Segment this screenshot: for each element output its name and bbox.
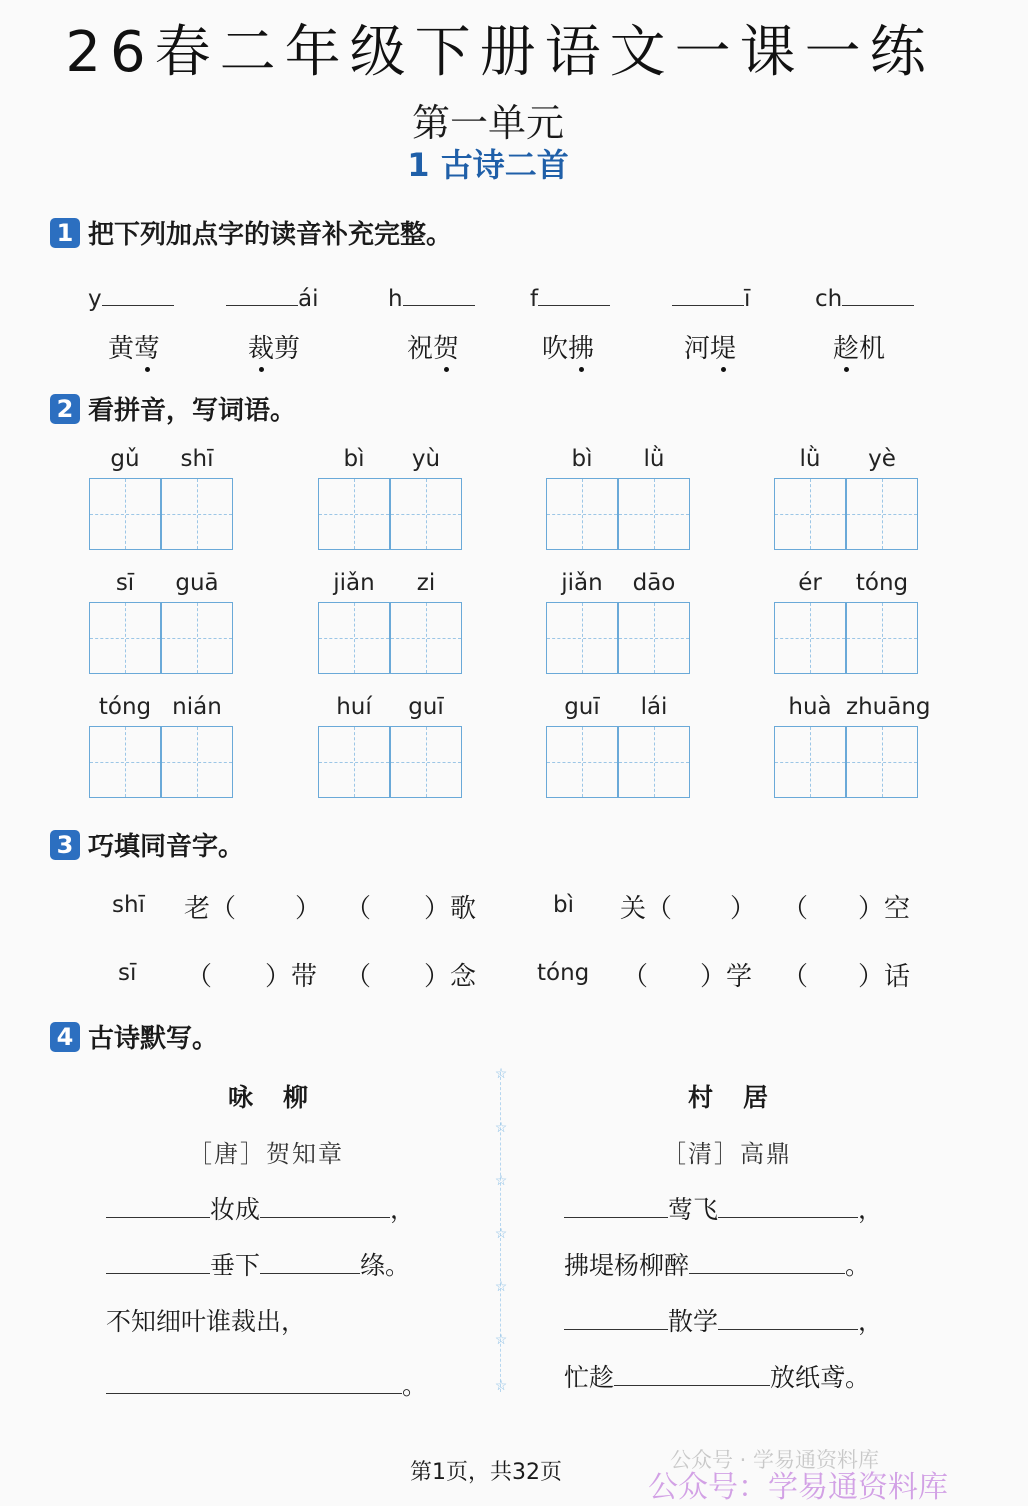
homophone-blank-close: ）念 xyxy=(424,962,477,992)
word-chenji: 趁机 xyxy=(833,334,886,364)
writing-cell[interactable] xyxy=(774,602,846,674)
poem-2-line-2[interactable]: 拂堤杨柳醉 。 xyxy=(564,1251,871,1280)
writing-cell[interactable] xyxy=(89,478,161,550)
star-icon: ☆ xyxy=(494,1332,508,1348)
grid-pinyin-label: ér xyxy=(798,570,822,596)
grid-pinyin-label: guā xyxy=(175,570,219,596)
question-number-badge: 2 xyxy=(50,394,80,424)
homophone-blank[interactable]: （ xyxy=(186,962,213,992)
homophone-blank[interactable]: （ xyxy=(782,894,809,924)
question-number-badge: 4 xyxy=(50,1022,80,1052)
tian-zi-ge-box[interactable] xyxy=(546,726,690,798)
homophone-blank[interactable]: 老（ xyxy=(184,894,237,924)
poem-2-author: ［清］高鼎 xyxy=(662,1140,792,1168)
poem-2-line-3[interactable]: 散学 ， xyxy=(564,1302,883,1338)
homophone-blank[interactable]: （ xyxy=(345,894,372,924)
page-title: 26春二年级下册语文一课一练 xyxy=(65,20,935,85)
writing-cell[interactable] xyxy=(390,602,462,674)
star-icon: ☆ xyxy=(494,1279,508,1295)
watermark-purple: 公众号：学易通资料库 xyxy=(648,1470,948,1505)
question-1-instruction: 把下列加点字的读音补充完整。 xyxy=(88,220,453,250)
grid-pinyin-label: zi xyxy=(416,570,436,596)
writing-cell[interactable] xyxy=(89,602,161,674)
star-icon: ☆ xyxy=(494,1120,508,1136)
grid-pinyin-label: nián xyxy=(172,694,222,720)
writing-cell[interactable] xyxy=(774,726,846,798)
grid-pinyin-label: tóng xyxy=(98,694,152,720)
homophone-blank-close: ）空 xyxy=(858,894,911,924)
question-4-instruction: 古诗默写。 xyxy=(88,1024,219,1054)
writing-cell[interactable] xyxy=(161,602,233,674)
writing-cell[interactable] xyxy=(618,478,690,550)
writing-cell[interactable] xyxy=(161,478,233,550)
homophone-pinyin-bi: bì xyxy=(553,892,574,918)
grid-pinyin-label: bì xyxy=(571,446,593,472)
poem-1-line-3: 不知细叶谁裁出， xyxy=(106,1307,307,1336)
question-2-heading xyxy=(50,390,296,427)
tian-zi-ge-box[interactable] xyxy=(318,602,462,674)
grid-pinyin-label: guī xyxy=(564,694,600,720)
grid-pinyin-label: shī xyxy=(180,446,214,472)
word-huangying: 黄莺 xyxy=(108,334,161,364)
homophone-blank[interactable]: （ xyxy=(622,962,649,992)
poem-1-title: 咏柳 xyxy=(228,1083,339,1112)
pinyin-blank-4[interactable]: f xyxy=(530,283,610,312)
poem-1-line-2[interactable]: 垂下 绦。 xyxy=(106,1246,410,1282)
question-number-badge: 1 xyxy=(50,218,80,248)
grid-pinyin-label: yè xyxy=(868,446,896,472)
homophone-blank[interactable]: （ xyxy=(782,962,809,992)
question-4-heading xyxy=(50,1018,218,1055)
poem-1-line-4[interactable]: 。 xyxy=(106,1366,427,1402)
writing-cell[interactable] xyxy=(846,602,918,674)
pinyin-blank-5[interactable]: ī xyxy=(672,283,750,312)
homophone-blank-close: ）学 xyxy=(700,962,753,992)
question-1-heading xyxy=(50,214,452,251)
homophone-pinyin-shi: shī xyxy=(112,892,145,918)
tian-zi-ge-box[interactable] xyxy=(774,602,918,674)
tian-zi-ge-box[interactable] xyxy=(774,726,918,798)
grid-pinyin-label: huí xyxy=(336,694,372,720)
grid-pinyin-label: zhuāng xyxy=(846,694,931,720)
grid-pinyin-label: lǜ xyxy=(799,446,821,472)
watermark-gray: 公众号 · 学易通资料库 xyxy=(670,1448,880,1472)
star-icon: ☆ xyxy=(494,1173,508,1189)
grid-pinyin-label: guī xyxy=(408,694,444,720)
homophone-blank-close: ） xyxy=(730,894,757,924)
writing-cell[interactable] xyxy=(546,726,618,798)
writing-cell[interactable] xyxy=(390,726,462,798)
grid-pinyin-label: yù xyxy=(411,446,441,472)
poem-2-line-4[interactable]: 忙趁 放纸鸢。 xyxy=(564,1363,871,1392)
tian-zi-ge-box[interactable] xyxy=(318,726,462,798)
word-hedi: 河堤 xyxy=(684,334,737,364)
writing-cell[interactable] xyxy=(774,478,846,550)
question-3-instruction: 巧填同音字。 xyxy=(88,832,245,862)
tian-zi-ge-box[interactable] xyxy=(89,602,233,674)
tian-zi-ge-box[interactable] xyxy=(318,478,462,550)
star-icon: ☆ xyxy=(494,1378,508,1394)
tian-zi-ge-box[interactable] xyxy=(89,478,233,550)
grid-pinyin-label: sī xyxy=(115,570,135,596)
homophone-blank-close: ）话 xyxy=(858,962,911,992)
unit-title: 第一单元 xyxy=(411,101,564,145)
writing-cell[interactable] xyxy=(546,478,618,550)
homophone-blank[interactable]: 关（ xyxy=(620,894,673,924)
poem-1-author: ［唐］贺知章 xyxy=(188,1140,344,1168)
writing-cell[interactable] xyxy=(161,726,233,798)
tian-zi-ge-box[interactable] xyxy=(774,478,918,550)
tian-zi-ge-box[interactable] xyxy=(546,602,690,674)
lesson-title: 1 古诗二首 xyxy=(407,146,569,184)
writing-cell[interactable] xyxy=(318,602,390,674)
grid-pinyin-label: jiǎn xyxy=(561,570,603,596)
writing-cell[interactable] xyxy=(390,478,462,550)
pinyin-blank-1[interactable]: y xyxy=(88,283,174,312)
word-caijian: 裁剪 xyxy=(248,334,301,364)
star-icon: ☆ xyxy=(494,1066,508,1082)
writing-cell[interactable] xyxy=(846,478,918,550)
question-2-instruction: 看拼音，写词语。 xyxy=(88,396,297,426)
homophone-pinyin-si: sī xyxy=(118,960,137,986)
writing-cell[interactable] xyxy=(618,726,690,798)
homophone-blank-close: ）歌 xyxy=(424,894,477,924)
homophone-pinyin-tong: tóng xyxy=(537,960,590,986)
star-icon: ☆ xyxy=(494,1226,508,1242)
pinyin-blank-2[interactable]: ái xyxy=(226,283,318,312)
word-chuifu: 吹拂 xyxy=(542,334,595,364)
writing-cell[interactable] xyxy=(618,602,690,674)
grid-pinyin-label: tóng xyxy=(855,570,909,596)
poem-2-title: 村居 xyxy=(688,1083,799,1112)
writing-cell[interactable] xyxy=(89,726,161,798)
page-number: 第1页，共32页 xyxy=(410,1460,562,1485)
grid-pinyin-label: gǔ xyxy=(110,446,140,472)
pinyin-blank-3[interactable]: h xyxy=(388,283,475,312)
writing-cell[interactable] xyxy=(546,602,618,674)
question-3-heading xyxy=(50,826,244,863)
grid-pinyin-label: lái xyxy=(640,694,668,720)
grid-pinyin-label: huà xyxy=(788,694,832,720)
grid-pinyin-label: dāo xyxy=(632,570,676,596)
homophone-blank-close: ） xyxy=(295,894,322,924)
grid-pinyin-label: bì xyxy=(343,446,365,472)
question-number-badge: 3 xyxy=(50,830,80,860)
writing-cell[interactable] xyxy=(318,478,390,550)
tian-zi-ge-box[interactable] xyxy=(546,478,690,550)
pinyin-blank-6[interactable]: ch xyxy=(815,283,914,312)
grid-pinyin-label: jiǎn xyxy=(333,570,375,596)
writing-cell[interactable] xyxy=(318,726,390,798)
word-zhuhe: 祝贺 xyxy=(407,334,460,364)
writing-cell[interactable] xyxy=(846,726,918,798)
tian-zi-ge-box[interactable] xyxy=(89,726,233,798)
homophone-blank-close: ）带 xyxy=(265,962,318,992)
homophone-blank[interactable]: （ xyxy=(345,962,372,992)
poem-2-line-1[interactable]: 莺飞 ， xyxy=(564,1190,883,1226)
grid-pinyin-label: lǜ xyxy=(643,446,665,472)
poem-1-line-1[interactable]: 妆成 ， xyxy=(106,1190,415,1226)
